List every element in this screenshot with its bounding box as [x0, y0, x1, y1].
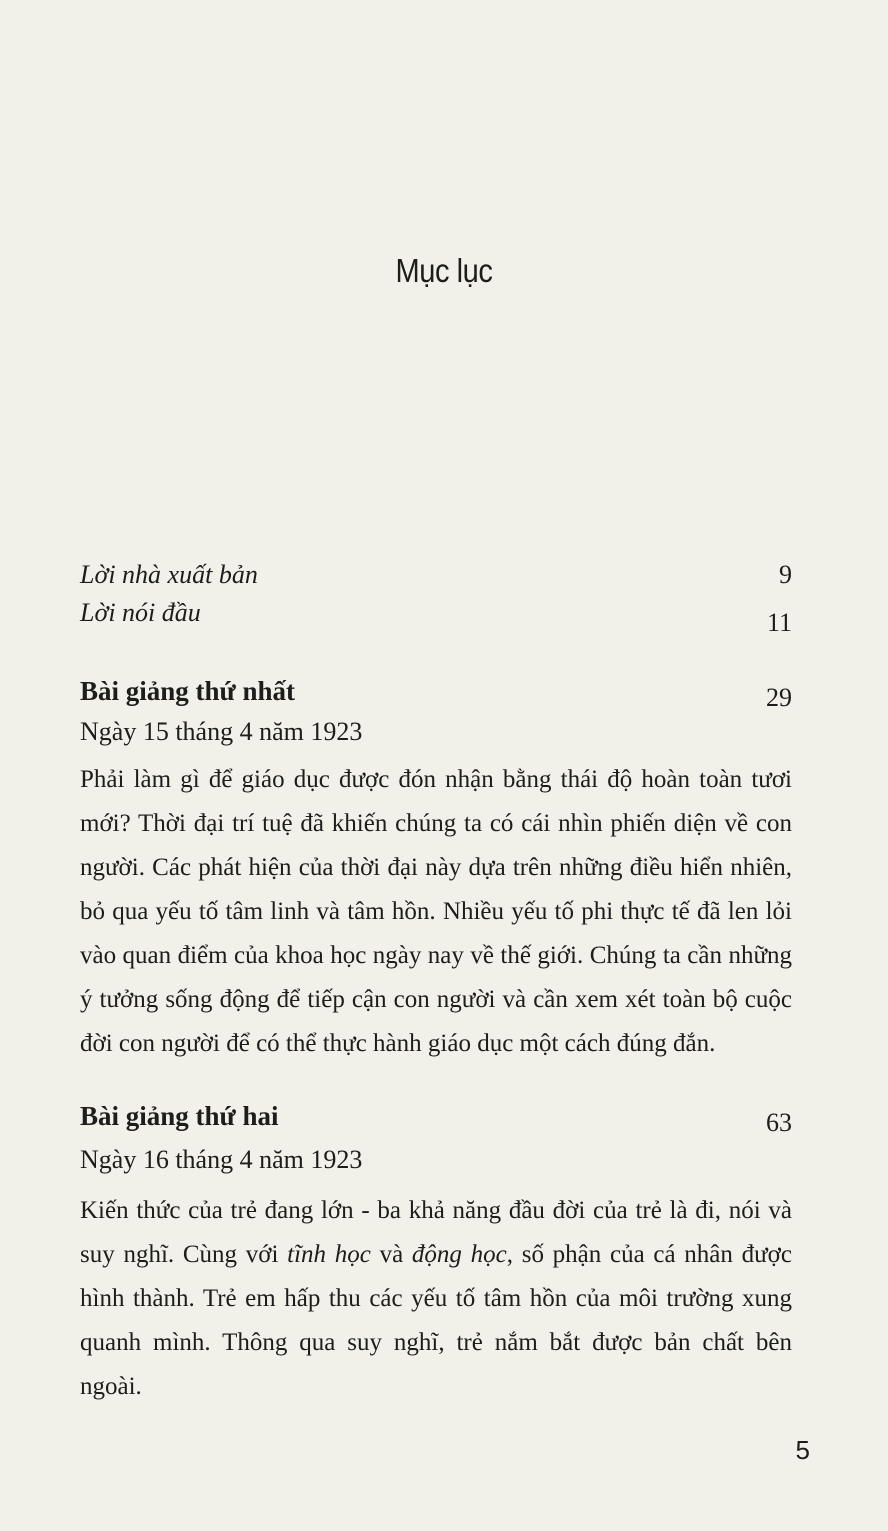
toc-entry-publisher-note [80, 560, 792, 590]
section-date: Ngày 15 tháng 4 năm 1923 [80, 717, 363, 746]
toc-entry-page: 11 [766, 608, 792, 637]
page-number: 5 [795, 1435, 810, 1465]
summary-term-statics: tĩnh học [287, 1241, 371, 1268]
summary-text: , số phận của cá nhân được hình thành. Trẻ em hấp thu các yếu tố tâm hồn của môi trường xung quanh mình. Thông qua suy nghĩ, trẻ nắm bắt được bản chất bên ngoài. [80, 1241, 792, 1400]
section-summary [80, 1189, 792, 1409]
toc-entry-label: Lời nói đầu [80, 598, 201, 627]
summary-text: Kiến thức của trẻ đang lớn - ba khả năng đầu đời của trẻ là đi, nói và suy nghĩ. Cùng với [80, 1197, 792, 1268]
section-title: Bài giảng thứ hai [80, 1101, 279, 1131]
summary-text: và [370, 1241, 412, 1268]
toc-section-2-heading [80, 1101, 792, 1137]
toc-section-1-heading [80, 676, 792, 712]
page-title: Mục lục [395, 252, 493, 289]
toc-entry-label: Lời nhà xuất bản [80, 560, 258, 589]
section-summary: Phải làm gì để giáo dục được đón nhận bằng thái độ hoàn toàn tươi mới? Thời đại trí tuệ đã khiến chúng ta có cái nhìn phiến diện về con người. Các phát hiện của thời đại này dựa trên những điều hiển nhiên, bỏ qua yếu tố tâm linh và tâm hồn. Nhiều yếu tố phi thực tế đã len lỏi vào quan điểm của khoa học ngày nay về thế giới. Chúng ta cần những ý tưởng sống động để tiếp cận con người và cần xem xét toàn bộ cuộc đời con người để có thể thực hành giáo dục một cách đúng đắn. [80, 766, 792, 1057]
toc-entry-page: 9 [779, 560, 792, 589]
section-date: Ngày 16 tháng 4 năm 1923 [80, 1145, 363, 1174]
section-page: 29 [766, 683, 792, 712]
summary-term-dynamics: động học [411, 1241, 507, 1268]
toc-entry-preface [80, 598, 792, 637]
section-title: Bài giảng thứ nhất [80, 676, 296, 706]
section-page: 63 [766, 1108, 792, 1137]
